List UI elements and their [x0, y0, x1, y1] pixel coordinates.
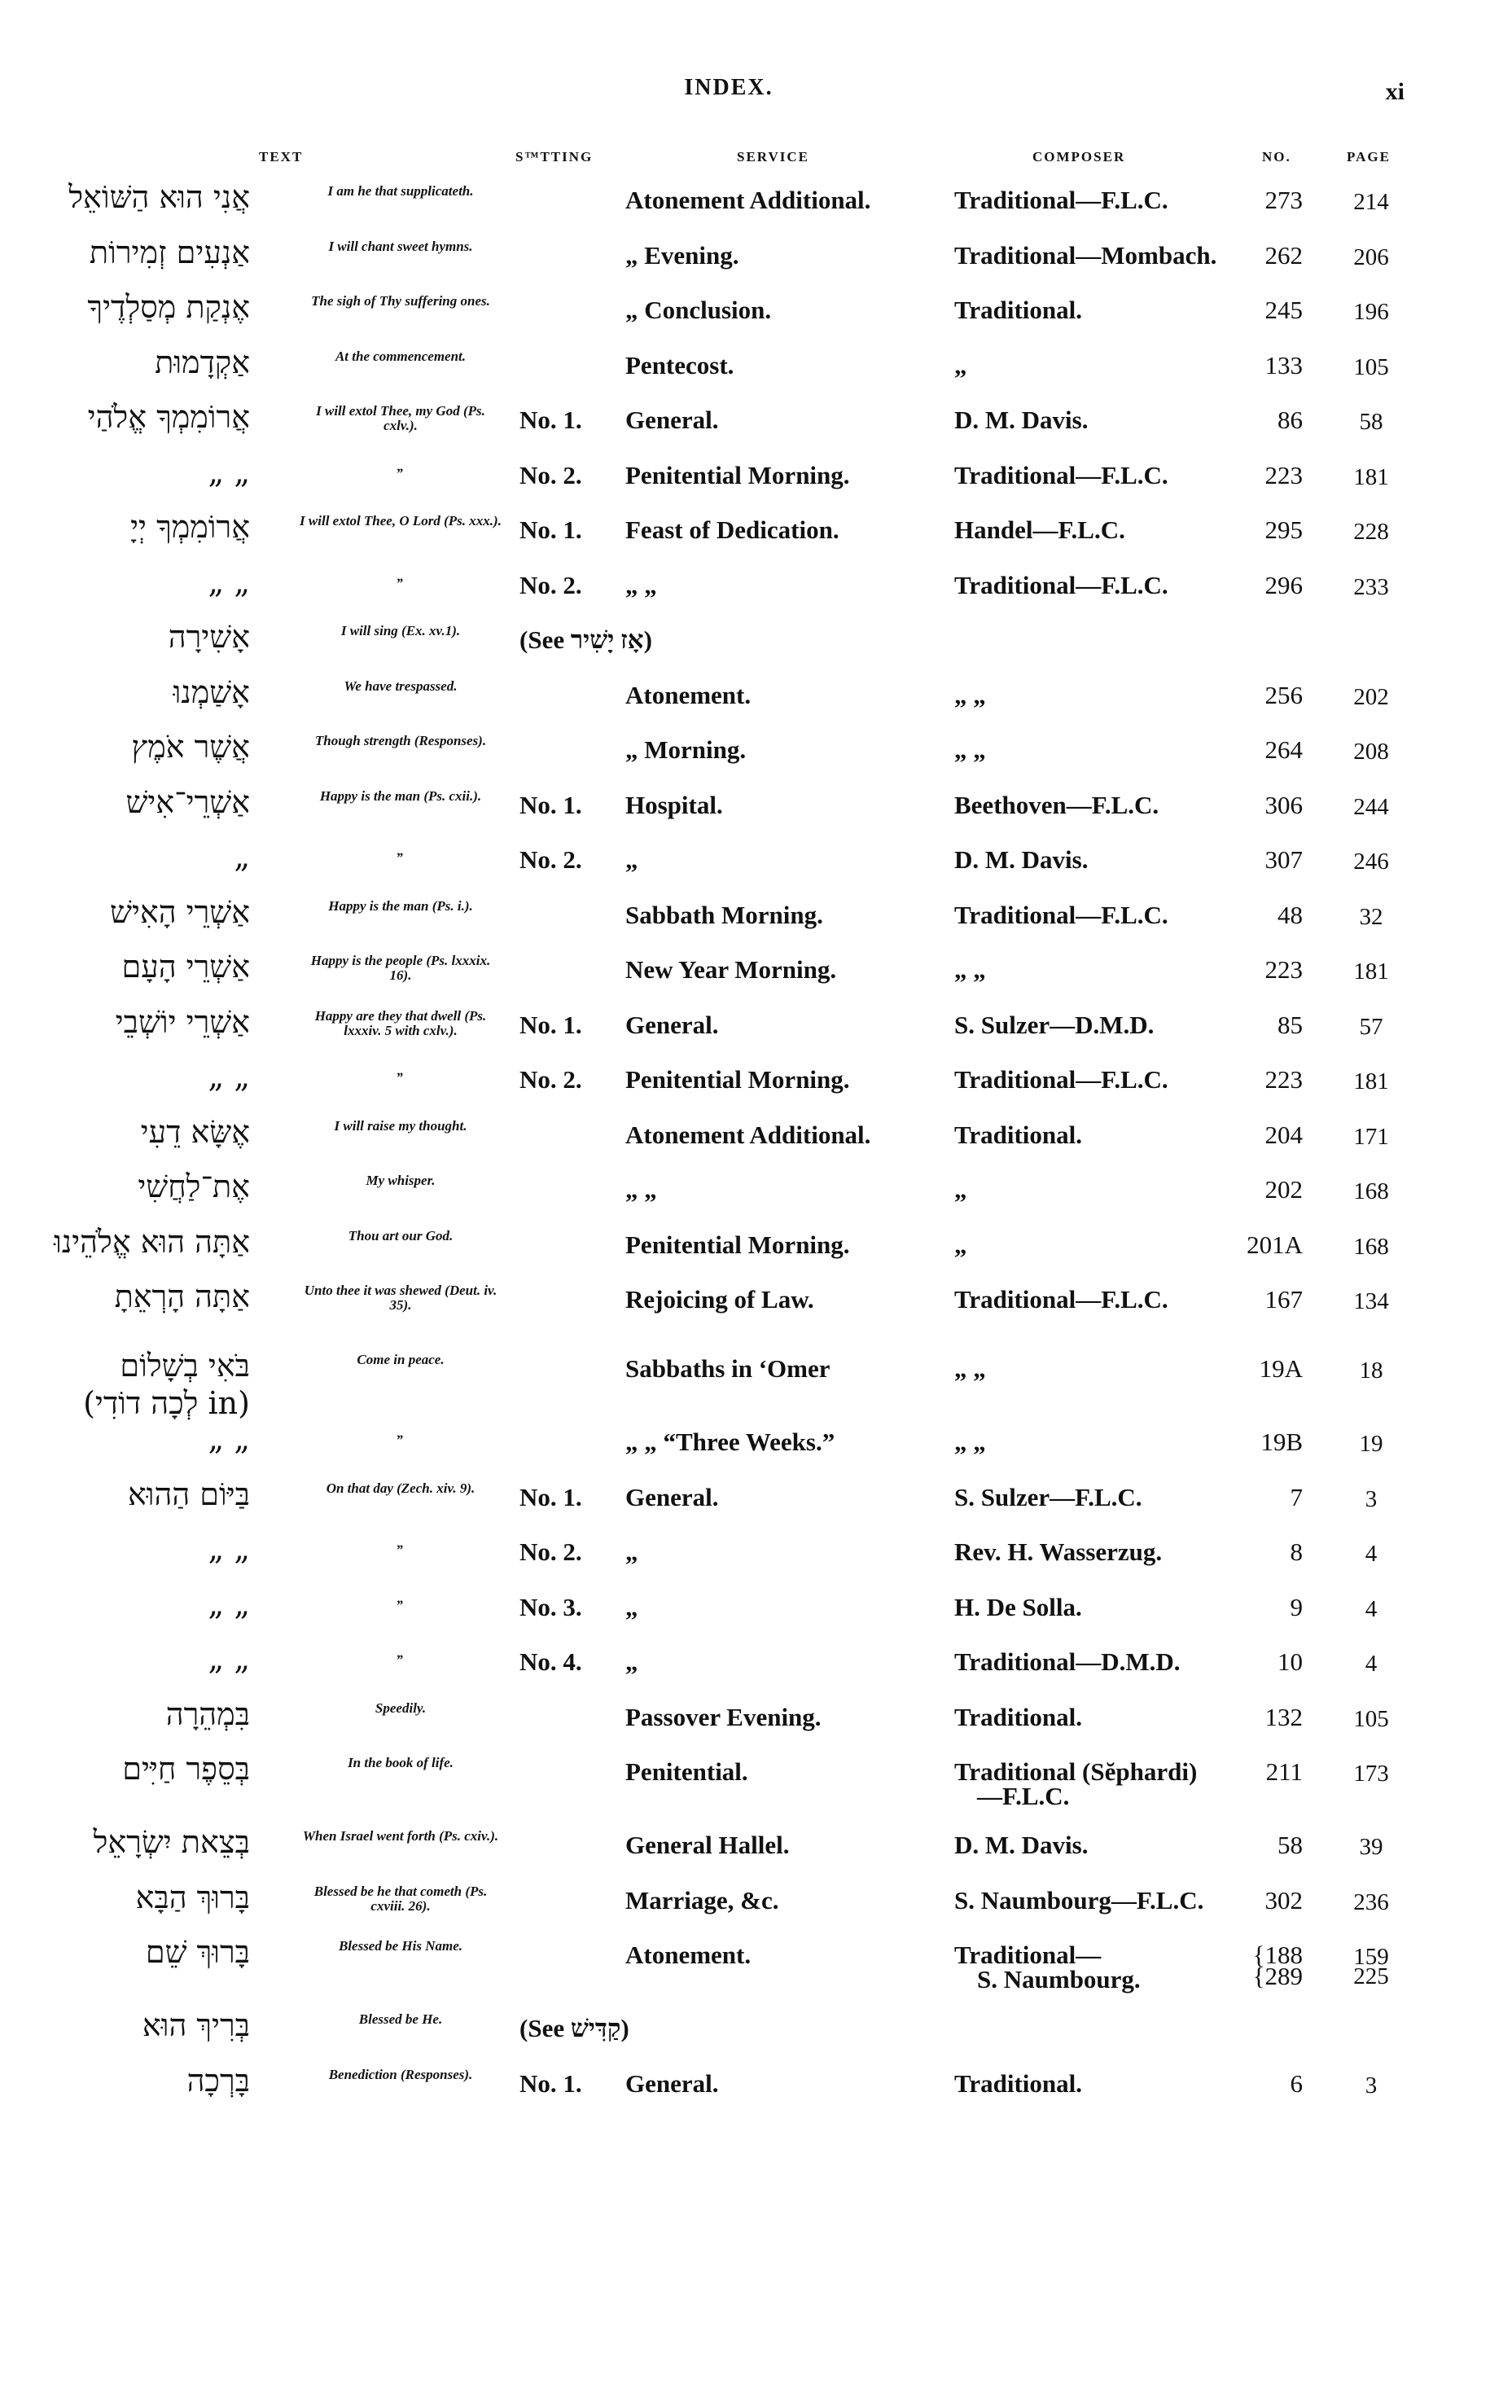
service-cell: Marriage, &c. — [625, 1885, 779, 1915]
hebrew-text: „ „ — [208, 1641, 250, 1677]
hebrew-text: בָּרְכָה — [186, 2062, 250, 2099]
service-cell: „ „ — [625, 1175, 657, 1204]
number-cell: 223 — [1264, 460, 1303, 489]
column-header-setting: S™TTING — [515, 149, 594, 164]
table-row — [0, 2063, 1512, 2118]
english-translation: Blessed be He. — [358, 2011, 443, 2027]
service-cell: „ — [625, 845, 638, 874]
table-row — [0, 1824, 1512, 1879]
english-translation: „ — [397, 1645, 405, 1660]
page-cell: 181 — [1353, 463, 1389, 490]
english-translation: Happy are they that dwell (Ps. lxxxiv. 5 with cxlv.). — [314, 1007, 487, 1038]
hebrew-text: אָשַׁמְנוּ — [173, 673, 250, 710]
english-translation: Though strength (Responses). — [314, 733, 487, 748]
page-cell: 4 — [1365, 1595, 1378, 1622]
page-cell: 228 — [1353, 519, 1389, 545]
number-cell: 223 — [1264, 955, 1303, 984]
page-cell: 173 — [1353, 1761, 1389, 1787]
table-row — [0, 1169, 1512, 1224]
english-translation: We have trespassed. — [344, 678, 458, 694]
column-header-text: TEXT — [259, 149, 304, 164]
service-cell: „ Conclusion. — [625, 296, 772, 324]
english-translation: „ — [397, 1535, 405, 1551]
service-cell: „ Evening. — [625, 240, 739, 270]
table-row — [0, 1279, 1512, 1348]
english-translation: I will chant sweet hymns. — [328, 238, 473, 254]
number-cell: 58 — [1278, 1831, 1303, 1859]
table-row — [0, 619, 1512, 674]
table-row — [0, 1421, 1512, 1476]
page-cell: 32 — [1359, 903, 1383, 930]
composer-cell: D. M. Davis. — [954, 845, 1089, 874]
service-cell: Atonement. — [625, 680, 752, 709]
table-row — [0, 344, 1512, 400]
number-cell: 201A — [1247, 1230, 1303, 1259]
english-translation: Come in peace. — [357, 1352, 445, 1367]
english-translation: „ — [397, 1425, 405, 1441]
setting-cell: No. 2. — [519, 1065, 582, 1094]
page-cell: 105 — [1353, 353, 1389, 380]
number-cell: 7 — [1290, 1482, 1303, 1511]
page-cell: 208 — [1353, 739, 1389, 765]
page-cell: 214 — [1353, 189, 1389, 215]
english-translation: „ — [397, 458, 405, 474]
service-cell: Rejoicing of Law. — [625, 1285, 814, 1314]
hebrew-text: אֶת־לַחֲשִׁי — [138, 1169, 250, 1204]
service-cell: „ Morning. — [625, 735, 747, 764]
composer-cell: „ „ — [954, 955, 986, 984]
number-cell: 295 — [1264, 515, 1303, 544]
hebrew-text: בָּרוּךְ שֵׁם — [145, 1934, 250, 1970]
hebrew-text: אַשְׁרֵי יוֹשְׁבֵי — [115, 1003, 250, 1040]
number-cell: 85 — [1278, 1010, 1303, 1039]
hebrew-text: „ „ — [208, 1059, 250, 1094]
english-translation: Thou art our God. — [348, 1227, 454, 1243]
english-translation: „ — [397, 1063, 405, 1078]
composer-cell: Traditional. — [954, 1702, 1083, 1731]
service-cell: „ — [625, 1592, 638, 1621]
page-cell: 168 — [1353, 1233, 1389, 1260]
number-cell: 86 — [1278, 406, 1303, 434]
table-row — [0, 2007, 1512, 2063]
number-cell: 48 — [1278, 900, 1303, 929]
column-header-composer: COMPOSER — [1032, 149, 1126, 164]
hebrew-text: אַשְׁרֵי־אִישׁ — [125, 783, 250, 820]
hebrew-text: „ „ — [208, 454, 250, 490]
page-cell: 159 — [1353, 1944, 1389, 1970]
composer-cell: Traditional—F.L.C. — [954, 900, 1168, 929]
english-translation: Blessed be he that cometh (Ps. cxviii. 26). — [313, 1883, 488, 1914]
number-cell: 296 — [1264, 570, 1303, 599]
number-cell: 273 — [1264, 186, 1303, 214]
number-cell: 204 — [1264, 1120, 1303, 1149]
service-cell: Atonement. — [625, 1941, 752, 1969]
service-cell: „ — [625, 1537, 638, 1566]
service-cell: Atonement Additional. — [625, 1120, 871, 1149]
service-cell: „ „ “Three Weeks.” — [625, 1428, 835, 1456]
service-cell: „ „ — [625, 570, 657, 599]
page-cell: 134 — [1353, 1288, 1389, 1314]
column-header-service: SERVICE — [737, 149, 809, 164]
table-row — [0, 1531, 1512, 1586]
page-cell: 196 — [1353, 299, 1389, 325]
setting-cell: No. 4. — [519, 1647, 582, 1676]
page-cell: 181 — [1353, 1068, 1389, 1094]
composer-cell: „ — [954, 1230, 967, 1259]
table-row — [0, 509, 1512, 564]
hebrew-text: בֹּאִי בְשָׁלוֹם — [120, 1348, 250, 1384]
hebrew-text: אַתָּה הָרְאֵתָ — [114, 1279, 250, 1314]
setting-cell: No. 1. — [519, 1010, 582, 1039]
english-translation: „ — [397, 1590, 405, 1606]
composer-cell-continued: —F.L.C. — [977, 1782, 1070, 1810]
column-header-page: PAGE — [1347, 149, 1391, 164]
service-cell: Feast of Dedication. — [625, 515, 839, 544]
table-row — [0, 1751, 1512, 1824]
page-cell: 206 — [1353, 243, 1389, 270]
setting-cell: No. 3. — [519, 1592, 582, 1621]
hebrew-text: אַשְׁרֵי הָאִישׁ — [110, 893, 250, 930]
english-translation: Unto thee it was shewed (Deut. iv. 35). — [304, 1283, 497, 1313]
composer-cell: „ „ — [954, 1354, 986, 1383]
table-row — [0, 564, 1512, 620]
english-translation: I will raise my thought. — [334, 1117, 467, 1134]
hebrew-text: אַקְדָמוּת — [155, 344, 250, 380]
service-cell: Sabbaths in ‘Omer — [625, 1354, 831, 1383]
english-translation: I will sing (Ex. xv.1). — [340, 623, 461, 638]
service-cell: „ — [625, 1647, 638, 1676]
english-translation: I will extol Thee, my God (Ps. cxlv.). — [316, 403, 485, 433]
table-row — [0, 399, 1512, 454]
hebrew-text: בְּצֵאת יִשְׂרָאֵל — [93, 1824, 250, 1860]
page-cell: 202 — [1353, 683, 1389, 710]
page-cell: 236 — [1353, 1888, 1389, 1915]
hebrew-text: אַתָּה הוּא אֱלֹהֵינוּ — [54, 1223, 250, 1260]
service-cell: Penitential Morning. — [625, 460, 850, 489]
number-cell: 211 — [1265, 1757, 1303, 1786]
service-cell: General Hallel. — [625, 1831, 790, 1859]
composer-cell: Beethoven—F.L.C. — [954, 790, 1159, 819]
table-row — [0, 784, 1512, 840]
composer-cell: Traditional. — [954, 2068, 1083, 2098]
composer-cell: Traditional—F.L.C. — [954, 1285, 1168, 1314]
hebrew-text: אֶנְקַת מְסַלְדֶיךָ — [87, 289, 250, 325]
page-cell: 4 — [1365, 1651, 1378, 1677]
table-row — [0, 289, 1512, 344]
page-cell: 58 — [1359, 409, 1383, 435]
hebrew-text: „ „ — [208, 1421, 250, 1457]
hebrew-text: „ „ — [208, 1586, 250, 1622]
page-cell: 3 — [1365, 1485, 1378, 1512]
number-cell-continued: {289 — [1252, 1962, 1303, 1990]
setting-cell: No. 2. — [519, 570, 582, 599]
setting-cell: No. 1. — [519, 790, 582, 819]
table-row — [0, 1059, 1512, 1114]
english-translation: Happy is the man (Ps. i.). — [328, 897, 473, 914]
hebrew-text: אַנְעִים זְמִירוֹת — [89, 234, 250, 270]
table-row — [0, 1934, 1512, 2007]
table-row — [0, 949, 1512, 1004]
table-row — [0, 1476, 1512, 1532]
composer-cell: „ — [954, 1175, 967, 1204]
setting-cell: No. 2. — [519, 1537, 582, 1566]
english-translation: I am he that supplicateth. — [327, 183, 474, 199]
english-translation: My whisper. — [366, 1173, 436, 1188]
english-translation: Happy is the man (Ps. cxii.). — [319, 787, 482, 804]
composer-cell: Traditional. — [954, 1120, 1083, 1149]
index-table — [0, 179, 1512, 2117]
service-cell: General. — [625, 406, 719, 434]
english-translation: Blessed be His Name. — [338, 1938, 463, 1954]
page-cell-continued: 225 — [1353, 1963, 1389, 1989]
setting-cell: No. 2. — [519, 845, 582, 874]
number-cell: 262 — [1264, 240, 1303, 270]
hebrew-text: אָשִׁירָה — [168, 619, 250, 655]
hebrew-text: בָּרוּךְ הַבָּא — [135, 1879, 250, 1915]
hebrew-text: אֲרוֹמִמְךָ אֱלֹהַי — [87, 399, 250, 435]
table-row — [0, 839, 1512, 894]
composer-cell: S. Sulzer—D.M.D. — [954, 1010, 1155, 1039]
service-cell: Penitential Morning. — [625, 1065, 850, 1094]
page-cell: 3 — [1365, 2072, 1378, 2099]
number-cell: {188 — [1252, 1941, 1303, 1969]
number-cell: 10 — [1278, 1647, 1303, 1676]
service-cell: Penitential Morning. — [625, 1230, 850, 1259]
service-cell: New Year Morning. — [625, 955, 837, 984]
english-translation: „ — [397, 843, 405, 858]
page-title: INDEX. — [684, 75, 774, 100]
composer-cell: Traditional. — [954, 296, 1083, 324]
page-cell: 39 — [1359, 1834, 1383, 1860]
column-header-no: NO. — [1262, 149, 1291, 164]
page-cell: 4 — [1365, 1541, 1378, 1567]
page-cell: 57 — [1359, 1013, 1383, 1040]
page-cell: 19 — [1359, 1431, 1383, 1457]
composer-cell: H. De Solla. — [954, 1592, 1082, 1621]
hebrew-text: אֶשָּׂא דֵעִי — [140, 1113, 250, 1150]
number-cell: 306 — [1264, 790, 1303, 819]
table-row — [0, 1696, 1512, 1752]
composer-cell: Traditional—F.L.C. — [954, 186, 1168, 214]
setting-cell: (See קַדִּישׁ) — [519, 2014, 629, 2042]
hebrew-text: „ „ — [208, 564, 250, 600]
number-cell: 302 — [1264, 1885, 1303, 1915]
page-cell: 168 — [1353, 1178, 1389, 1204]
setting-cell: No. 1. — [519, 515, 582, 544]
english-translation: „ — [397, 568, 405, 584]
hebrew-text: בִּמְהֵרָה — [165, 1695, 250, 1732]
english-translation: When Israel went forth (Ps. cxiv.). — [302, 1828, 499, 1844]
setting-cell: No. 1. — [519, 1482, 582, 1511]
english-translation: On that day (Zech. xiv. 9). — [326, 1480, 476, 1496]
number-cell: 256 — [1264, 680, 1303, 709]
composer-cell: Traditional—F.L.C. — [954, 1065, 1168, 1094]
service-cell: General. — [625, 2068, 719, 2098]
page-number: xi — [1385, 78, 1405, 105]
composer-cell: Traditional—Mombach. — [954, 240, 1217, 270]
hebrew-text: „ — [234, 839, 250, 875]
table-row — [0, 235, 1512, 290]
page-cell: 246 — [1353, 849, 1389, 875]
table-row — [0, 179, 1512, 235]
english-translation: In the book of life. — [348, 1755, 454, 1770]
service-cell: Pentecost. — [625, 350, 734, 379]
composer-cell: Traditional— — [954, 1941, 1102, 1969]
page-cell: 18 — [1359, 1358, 1383, 1384]
number-cell: 167 — [1264, 1285, 1303, 1314]
number-cell: 132 — [1264, 1702, 1303, 1731]
composer-cell: S. Sulzer—F.L.C. — [954, 1482, 1142, 1511]
english-translation: Speedily. — [375, 1700, 427, 1716]
composer-cell: Rev. H. Wasserzug. — [954, 1537, 1163, 1566]
composer-cell: Handel—F.L.C. — [954, 515, 1125, 544]
table-row — [0, 1348, 1512, 1421]
composer-cell-continued: S. Naumbourg. — [977, 1965, 1141, 1994]
composer-cell: S. Naumbourg—F.L.C. — [954, 1885, 1204, 1915]
number-cell: 223 — [1264, 1065, 1303, 1094]
page-cell: 233 — [1353, 573, 1389, 600]
number-cell: 202 — [1264, 1175, 1303, 1204]
number-cell: 133 — [1264, 350, 1303, 379]
setting-cell: No. 2. — [519, 460, 582, 489]
table-row — [0, 1224, 1512, 1279]
number-cell: 245 — [1264, 296, 1303, 324]
english-translation: Happy is the people (Ps. lxxxix. 16). — [310, 953, 491, 983]
setting-cell: No. 1. — [519, 2068, 582, 2098]
hebrew-text: אֲשֶׁר אֹמֶץ — [131, 729, 250, 765]
composer-cell: Traditional (Sĕphardi) — [954, 1757, 1198, 1786]
table-row — [0, 674, 1512, 730]
service-cell: General. — [625, 1482, 719, 1511]
hebrew-text: בְּסֵפֶר חַיִּים — [122, 1751, 250, 1787]
table-row — [0, 894, 1512, 950]
table-row — [0, 1586, 1512, 1642]
composer-cell: D. M. Davis. — [954, 406, 1089, 434]
number-cell: 9 — [1290, 1592, 1303, 1621]
english-translation: At the commencement. — [335, 348, 467, 364]
composer-cell: „ — [954, 350, 967, 379]
composer-cell: Traditional—F.L.C. — [954, 570, 1168, 599]
page-cell: 181 — [1353, 958, 1389, 985]
number-cell: 19A — [1259, 1354, 1303, 1383]
composer-cell: „ „ — [954, 680, 986, 709]
setting-cell: (See אָז יָשִׁיר) — [519, 625, 652, 654]
hebrew-subtext: (in לְכָה דוֹדִי) — [83, 1385, 250, 1421]
service-cell: General. — [625, 1010, 719, 1039]
service-cell: Atonement Additional. — [625, 186, 871, 214]
number-cell: 6 — [1290, 2068, 1303, 2098]
hebrew-text: בְּרִיךְ הוּא — [142, 2007, 250, 2043]
table-row — [0, 1641, 1512, 1696]
composer-cell: Traditional—D.M.D. — [954, 1647, 1181, 1676]
service-cell: Penitential. — [625, 1757, 748, 1786]
table-row — [0, 1879, 1512, 1935]
page-cell: 171 — [1353, 1123, 1389, 1150]
table-row — [0, 454, 1512, 510]
hebrew-text: אֲנִי הוּא הַשּׁוֹאֵל — [68, 179, 250, 215]
number-cell: 8 — [1290, 1537, 1303, 1566]
page-cell: 105 — [1353, 1705, 1389, 1732]
composer-cell: „ „ — [954, 735, 986, 764]
english-translation: Benediction (Responses). — [328, 2066, 473, 2082]
number-cell: 307 — [1264, 845, 1303, 874]
service-cell: Passover Evening. — [625, 1702, 822, 1731]
english-translation: The sigh of Thy suffering ones. — [311, 293, 490, 309]
column-headers — [0, 149, 1512, 173]
table-row — [0, 1004, 1512, 1059]
hebrew-text: אֲרוֹמִמְךָ יְיָ — [130, 509, 250, 545]
number-cell: 264 — [1264, 735, 1303, 764]
number-cell: 19B — [1260, 1428, 1303, 1456]
hebrew-text: בַּיּוֹם הַהוּא — [127, 1476, 250, 1512]
setting-cell: No. 1. — [519, 406, 582, 434]
table-row — [0, 1114, 1512, 1169]
composer-cell: D. M. Davis. — [954, 1831, 1089, 1859]
composer-cell: „ „ — [954, 1428, 986, 1456]
hebrew-text: אַשְׁרֵי הָעָם — [121, 949, 250, 985]
service-cell: Sabbath Morning. — [625, 900, 823, 929]
hebrew-text: „ „ — [208, 1531, 250, 1567]
service-cell: Hospital. — [625, 790, 723, 819]
composer-cell: Traditional—F.L.C. — [954, 460, 1168, 489]
page-cell: 244 — [1353, 793, 1389, 820]
table-row — [0, 729, 1512, 784]
english-translation: I will extol Thee, O Lord (Ps. xxx.). — [300, 513, 502, 529]
